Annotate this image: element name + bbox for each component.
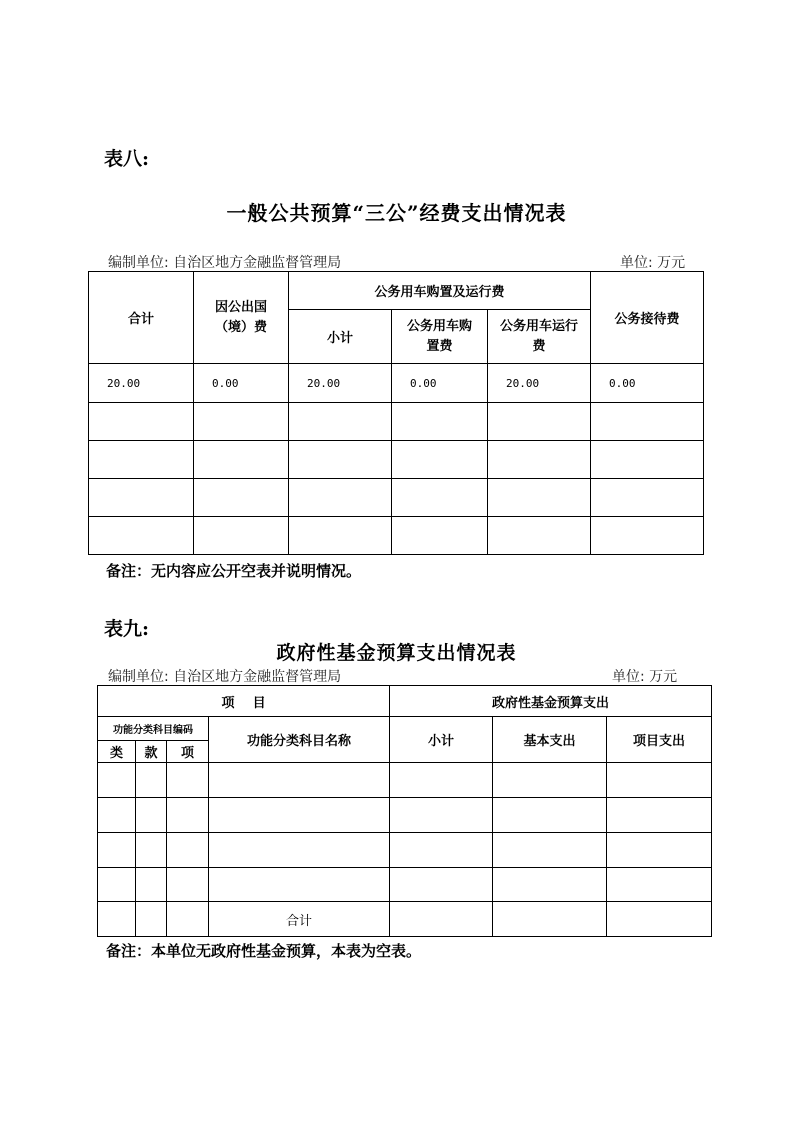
cell: 20.00 <box>488 364 591 403</box>
cell <box>289 441 392 479</box>
table9-unit: 单位: 万元 <box>612 669 678 685</box>
cell <box>488 403 591 441</box>
table-row <box>89 403 704 441</box>
cell: 20.00 <box>289 364 392 403</box>
cell <box>194 479 289 517</box>
header-xiang: 项 <box>167 741 209 763</box>
header-reception: 公务接待费 <box>591 272 704 364</box>
table9-org: 编制单位: 自治区地方金融监督管理局 <box>108 669 342 685</box>
cell <box>488 517 591 555</box>
header-basic: 基本支出 <box>493 717 607 763</box>
table-row <box>89 479 704 517</box>
header-project: 项目支出 <box>607 717 712 763</box>
table9-note: 备注：本单位无政府性基金预算，本表为空表。 <box>106 942 422 960</box>
table9 <box>97 685 712 937</box>
cell <box>392 441 488 479</box>
cell <box>194 441 289 479</box>
cell <box>591 441 704 479</box>
header-vehicle-group: 公务用车购置及运行费 <box>289 272 591 310</box>
cell <box>89 403 194 441</box>
header-lei: 类 <box>98 741 136 763</box>
table-row <box>89 364 704 403</box>
table8-label: 表八: <box>104 148 150 170</box>
cell: 20.00 <box>89 364 194 403</box>
cell <box>289 403 392 441</box>
cell <box>89 517 194 555</box>
table8-unit: 单位: 万元 <box>620 255 686 271</box>
header-vehicle-operation: 公务用车运行费 <box>488 310 591 364</box>
header-subtotal: 小计 <box>289 310 392 364</box>
header-expense-group: 政府性基金预算支出 <box>390 686 712 717</box>
cell <box>89 479 194 517</box>
cell: 0.00 <box>591 364 704 403</box>
table8 <box>88 271 704 555</box>
header-abroad: 因公出国（境）费 <box>194 272 289 364</box>
cell <box>392 403 488 441</box>
table9-title: 政府性基金预算支出情况表 <box>276 642 517 664</box>
table-row <box>98 798 712 833</box>
table9-label: 表九: <box>104 618 150 640</box>
cell <box>289 517 392 555</box>
cell <box>591 517 704 555</box>
table-row <box>98 833 712 868</box>
table-row <box>89 517 704 555</box>
header-item: 项 目 <box>98 686 390 717</box>
cell <box>591 479 704 517</box>
table8-org: 编制单位: 自治区地方金融监督管理局 <box>108 255 342 271</box>
header-code-group: 功能分类科目编码 <box>98 717 209 741</box>
cell: 0.00 <box>194 364 289 403</box>
table8-note: 备注：无内容应公开空表并说明情况。 <box>106 562 362 580</box>
cell: 0.00 <box>392 364 488 403</box>
table-row <box>89 441 704 479</box>
cell <box>591 403 704 441</box>
header-vehicle-purchase: 公务用车购置费 <box>392 310 488 364</box>
table-row <box>98 763 712 798</box>
table-row-total <box>98 902 712 937</box>
total-label: 合计 <box>209 902 390 937</box>
cell <box>89 441 194 479</box>
table8-title: 一般公共预算“三公”经费支出情况表 <box>226 201 567 225</box>
cell <box>488 479 591 517</box>
cell <box>194 403 289 441</box>
header-kuan: 款 <box>136 741 167 763</box>
cell <box>392 479 488 517</box>
cell <box>289 479 392 517</box>
cell <box>392 517 488 555</box>
header-name: 功能分类科目名称 <box>209 717 390 763</box>
table-row <box>98 868 712 902</box>
cell <box>488 441 591 479</box>
header-subtotal: 小计 <box>390 717 493 763</box>
header-total: 合计 <box>89 272 194 364</box>
cell <box>194 517 289 555</box>
